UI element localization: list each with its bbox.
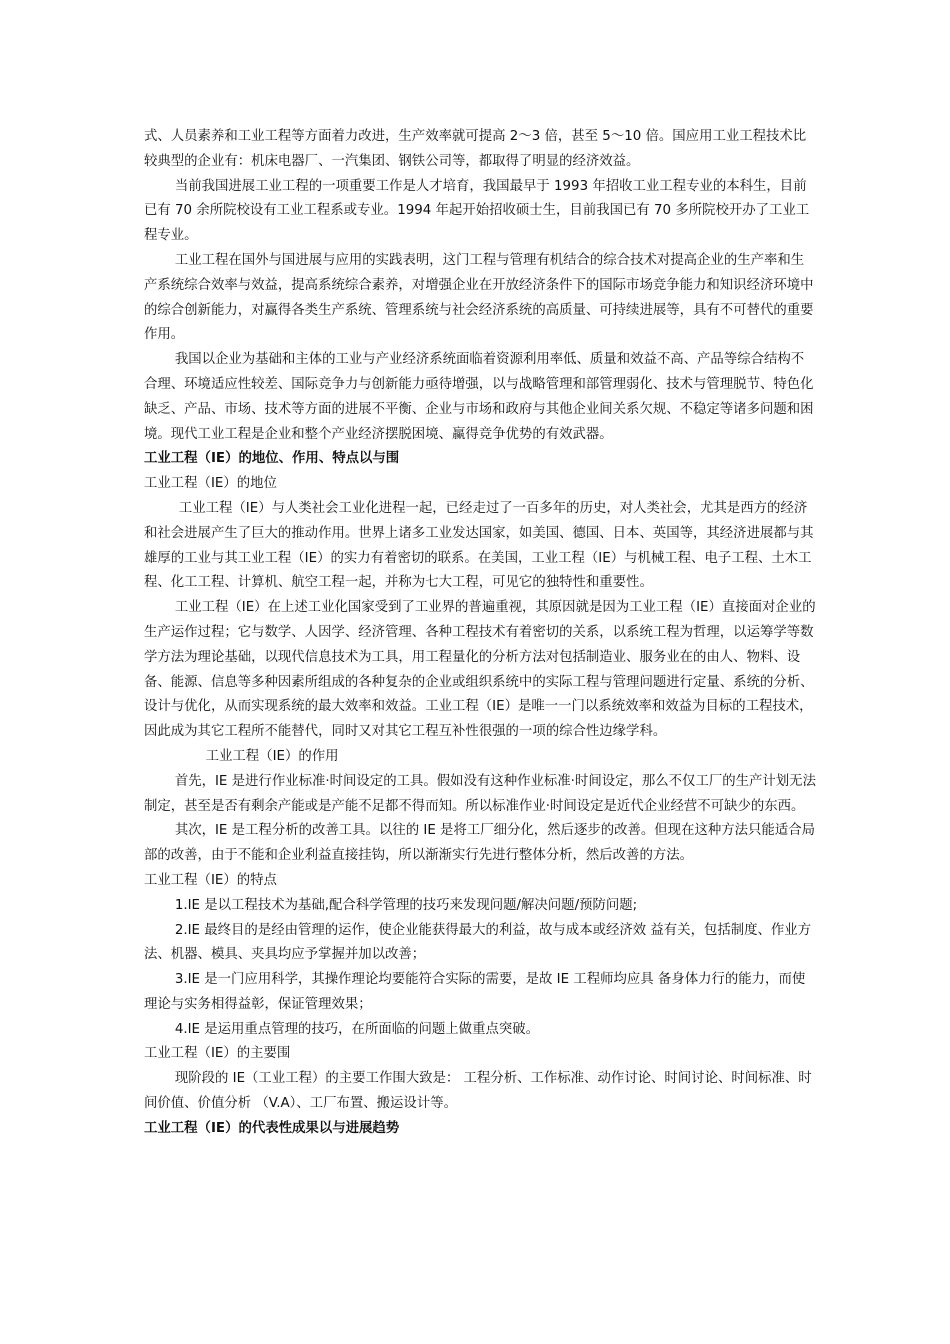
paragraph-continuation: 式、人员素养和工业工程等方面着力改进，生产效率就可提高 2～3 倍，甚至 5～10 倍。国应用工业工程技术比较典型的企业有：机床电器厂、一汽集团、钢铁公司等，都取得了明显的经济效益。	[144, 129, 807, 169]
feature-item-3: 3.IE 是一门应用科学，其操作理论均要能符合实际的需要，是故 IE 工程师均应具 备身体力行的能力，而使理论与实务相得益彰，保证管理效果；	[144, 972, 806, 1012]
subheading-features: 工业工程（IE）的特点	[144, 872, 277, 888]
section-heading-status-role: 工业工程（IE）的地位、作用、特点以与围	[144, 451, 400, 467]
feature-item-2: 2.IE 最终目的是经由管理的运作，使企业能获得最大的利益，故与成本或经济效 益有关，包括制度、作业方法、机器、模具、夹具均应予掌握并加以改善；	[144, 922, 812, 963]
document-body	[144, 125, 816, 1142]
paragraph-role-first: 首先，IE 是进行作业标准·时间设定的工具。假如没有这种作业标准·时间设定，那么不仅工厂的生产计划无法制定，甚至是否有剩余产能或是产能不足都不得而知。所以标准作业·时间设定是近代企业经营不可缺少的东西。	[144, 773, 816, 814]
paragraph-scope: 现阶段的 IE（工业工程）的主要工作围大致是： 工程分析、工作标准、动作讨论、时间讨论、时间标准、时间价值、价值分析 （V.A）、工厂布置、搬运设计等。	[144, 1071, 812, 1112]
paragraph-history: 工业工程（IE）与人类社会工业化进程一起，已经走过了一百多年的历史，对人类社会，尤其是西方的经济和社会进展产生了巨大的推动作用。世界上诸多工业发达国家，如美国、德国、日本、英国等，其经济进展都与其雄厚的工业与其工业工程（IE）的实力有着密切的联系。在美国，工业工程（IE）与机械工程、电子工程、土木工程、化工工程、计算机、航空工程一起，并称为七大工程，可见它的独特性和重要性。	[144, 500, 814, 591]
feature-item-4: 4.IE 是运用重点管理的技巧，在所面临的问题上做重点突破。	[174, 1021, 540, 1037]
subheading-role: 工业工程（IE）的作用	[205, 748, 339, 764]
paragraph-practice: 工业工程在国外与国进展与应用的实践表明，这门工程与管理有机结合的综合技术对提高企业的生产率和生产系统综合效率与效益，提高系统综合素养，对增强企业在开放经济条件下的国际市场竞争能力和知识经济环境中的综合创新能力，对赢得各类生产系统、管理系统与社会经济系统的高质量、可持续进展等，具有不可替代的重要作用。	[144, 252, 814, 343]
paragraph-role-second: 其次，IE 是工程分析的改善工具。以往的 IE 是将工厂细分化，然后逐步的改善。但现在这种方法只能适合局部的改善，由于不能和企业利益直接挂钩，所以渐渐实行先进行整体分析，然后改善的方法。	[144, 823, 815, 864]
section-heading-achievements: 工业工程（IE）的代表性成果以与进展趋势	[144, 1120, 400, 1136]
feature-item-1: 1.IE 是以工程技术为基础,配合科学管理的技巧来发现问题/解决问题/预防问题;	[174, 897, 638, 913]
subheading-status: 工业工程（IE）的地位	[144, 476, 277, 492]
paragraph-importance: 工业工程（IE）在上述工业化国家受到了工业界的普遍重视，其原因就是因为工业工程（IE）直接面对企业的生产运作过程；它与数学、人因学、经济管理、各种工程技术有着密切的关系，以系统工程为哲理，以运筹学等数学方法为理论基础，以现代信息技术为工具，用工程量化的分析方法对包括制造业、服务业在的由人、物料、设备、能源、信息等多种因素所组成的各种复杂的企业或组织系统中的实际工程与管理问题进行定量、系统的分析、设计与优化，从而实现系统的最大效率和效益。工业工程（IE）是唯一一门以系统效率和效益为目标的工程技术，因此成为其它工程所不能替代，同时又对其它工程互补性很强的一项的综合性边缘学科。	[144, 600, 816, 740]
paragraph-problems: 我国以企业为基础和主体的工业与产业经济系统面临着资源利用率低、质量和效益不高、产品等综合结构不合理、环境适应性较差、国际竞争力与创新能力亟待增强，以与战略管理和部管理弱化、技术与管理脱节、特色化缺乏、产品、市场、技术等方面的进展不平衡、企业与市场和政府与其他企业间关系欠规、不稳定等诸多问题和困境。现代工业工程是企业和整个产业经济摆脱困境、赢得竞争优势的有效武器。	[144, 352, 814, 442]
subheading-scope: 工业工程（IE）的主要围	[144, 1046, 291, 1062]
paragraph-talent-training: 当前我国进展工业工程的一项重要工作是人才培育，我国最早于 1993 年招收工业工程专业的本科生，目前已有 70 余所院校设有工业工程系或专业。1994 年起开始招收硕士生，目前我国已有 70 多所院校开办了工业工程专业。	[144, 178, 810, 244]
